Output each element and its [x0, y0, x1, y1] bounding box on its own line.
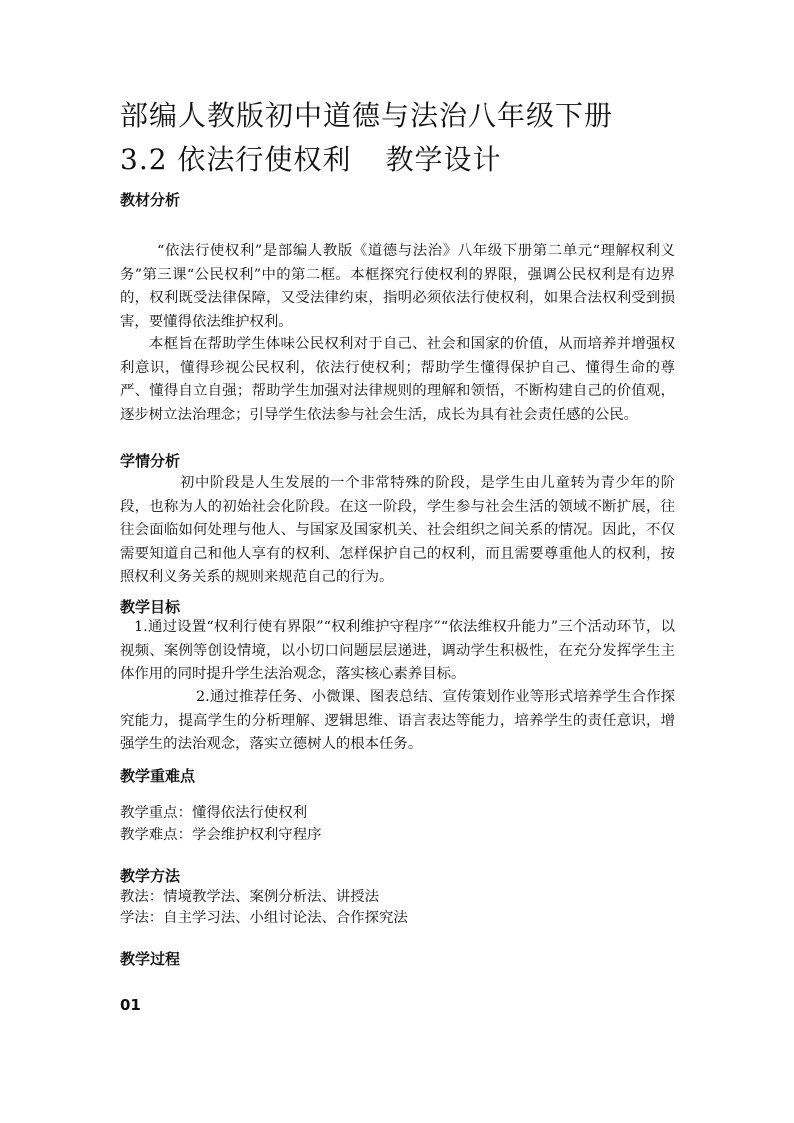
lesson-subtitle: 教学设计 — [385, 143, 502, 176]
student-analysis-paragraph: 初中阶段是人生发展的一个非常特殊的阶段，是学生由儿童转为青少年的阶段，也称为人的初始社会化阶段。在这一阶段，学生参与社会生活的领域不断扩展，往往会面临如何处理与他人、与国家及国家机关、社会组织之间关系的情况。因此，不仅需要知道自己和他人享有的权利、怎样保护自己的权利，而且需要尊重他人的权利，按照权利义务关系的规则来规范自己的行为。 — [120, 475, 675, 585]
objectives-paragraph-1: 1.通过设置“权利行使有界限”“权利维护守程序”“依法维权升能力”三个活动环节，以视频、案例等创设情境，以小切口问题层层递进，调动学生积极性，在充分发挥学生主体作用的同时提升学生法治观念，落实核心素养目标。 — [120, 619, 675, 682]
section-heading-student-analysis: 学情分析 — [120, 452, 181, 470]
section-heading-material-analysis: 教材分析 — [120, 191, 181, 209]
section-heading-key-points: 教学重难点 — [120, 767, 196, 785]
material-analysis-paragraph-1: “依法行使权利”是部编人教版《道德与法治》八年级下册第二单元“理解权利义务”第三课“公民权利”中的第二框。本框探究行使权利的界限，强调公民权利是有边界的，权利既受法律保障，又受法律约束，指明必须依法行使权利，如果合法权利受到损害，要懂得依法维护权利。 — [120, 243, 675, 330]
teaching-focus: 教学重点：懂得依法行使权利 — [120, 805, 308, 821]
document-title-line2 — [120, 140, 501, 180]
section-heading-objectives: 教学目标 — [120, 598, 181, 616]
document-title-line1: 部编人教版初中道德与法治八年级下册 — [120, 99, 614, 132]
lesson-title: 3.2 依法行使权利 — [120, 143, 352, 176]
material-analysis-paragraph-2: 本框旨在帮助学生体味公民权利对于自己、社会和国家的价值，从而培养并增强权利意识，懂得珍视公民权利，依法行使权利；帮助学生懂得保护自己、懂得生命的尊严、懂得自立自强；帮助学生加强对法律规则的理解和领悟，不断构建自己的价值观，逐步树立法治理念；引导学生依法参与社会生活，成长为具有社会责任感的公民。 — [120, 336, 675, 423]
process-step-number: 01 — [120, 996, 141, 1014]
teaching-methods: 教法：情境教学法、案例分析法、讲授法 — [120, 889, 380, 905]
objectives-paragraph-2: 2.通过推荐任务、小微课、图表总结、宣传策划作业等形式培养学生合作探究能力，提高学生的分析理解、逻辑思维、语言表达等能力，培养学生的责任意识，增强学生的法治观念，落实立德树人的根本任务。 — [120, 689, 675, 752]
learning-methods: 学法：自主学习法、小组讨论法、合作探究法 — [120, 910, 408, 926]
teaching-difficulty: 教学难点：学会维护权利守程序 — [120, 827, 322, 843]
section-heading-process: 教学过程 — [120, 950, 181, 968]
section-heading-methods: 教学方法 — [120, 867, 181, 885]
